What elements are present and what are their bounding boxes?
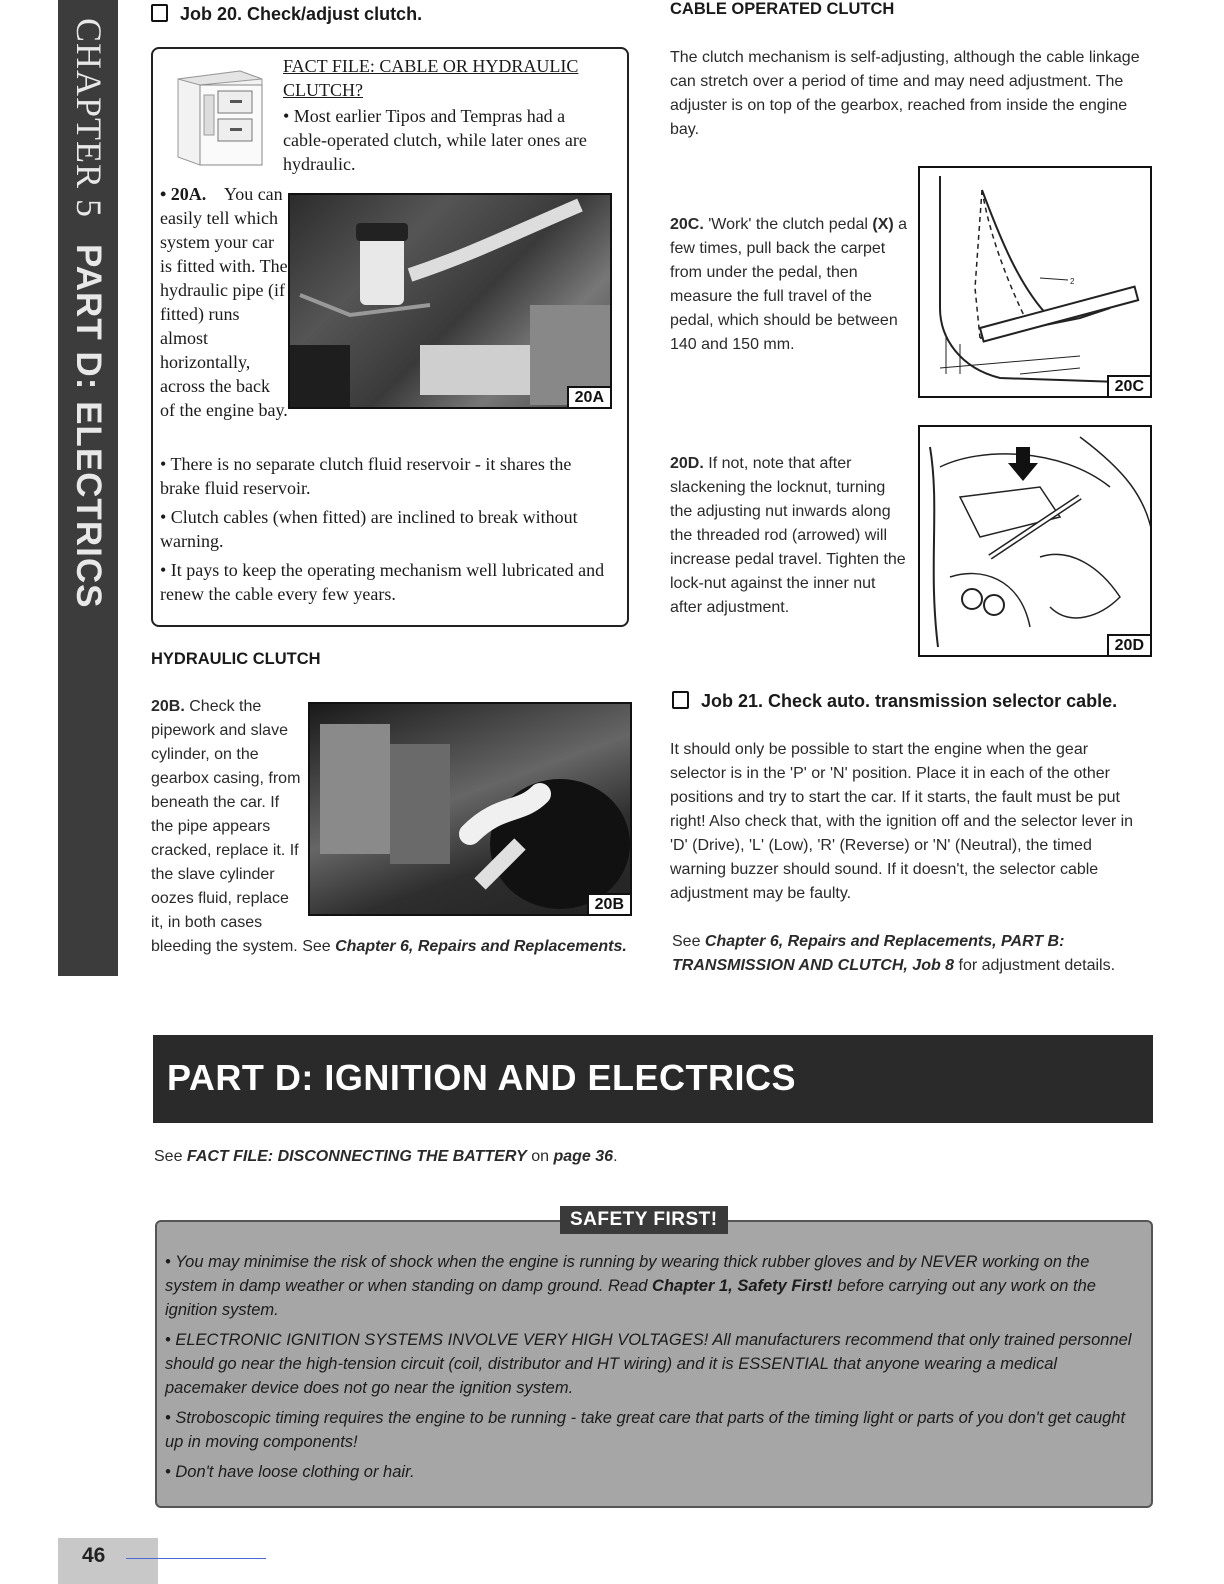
svg-text:2: 2 xyxy=(1070,277,1075,286)
safety-bullet-1: • You may minimise the risk of shock when the engine is running by wearing thick rubber gloves and by NEVER working on the system in damp weather or when standing on damp ground. Read Chapter 1, Safety First! before carrying out any work on the ignition system. xyxy=(165,1253,1096,1319)
chapter-sidebar xyxy=(58,0,118,976)
factfile-bullet-5: • It pays to keep the operating mechanism well lubricated and renew the cable every few years. xyxy=(160,560,605,604)
safety-text xyxy=(165,1250,1143,1490)
photo-20b xyxy=(308,702,632,916)
photo-20b-art xyxy=(310,704,632,916)
factfile-bullets-rest xyxy=(160,452,615,606)
fig-label-20b: 20B xyxy=(587,893,630,914)
diagram-20c xyxy=(918,166,1152,398)
part-label: PART D: ELECTRICS xyxy=(69,244,108,609)
fig20a-lead: • 20A. xyxy=(160,184,207,204)
part-d-banner xyxy=(153,1035,1153,1123)
step-20d-text: 20D. If not, note that after slackening the locknut, turning the adjusting nut inwards along the threaded rod (arrowed) will increase pedal travel. Tighten the lock-nut against the inner nut after adjustment. xyxy=(670,455,906,616)
checkbox-icon xyxy=(151,4,168,22)
photo-20a-art xyxy=(290,195,612,409)
part-d-reference: See FACT FILE: DISCONNECTING THE BATTERY on page 36. xyxy=(154,1148,618,1165)
job20-heading: Job 20. Check/adjust clutch. xyxy=(151,4,422,25)
adjuster-diagram xyxy=(920,427,1152,657)
pedal-diagram xyxy=(920,168,1152,398)
job21-reference: See Chapter 6, Repairs and Replacements, PART B: TRANSMISSION AND CLUTCH, Job 8 for adjustment details. xyxy=(672,933,1116,974)
factfile-bullet-2-text: You can easily tell which system your car is fitted with. The hydraulic pipe (if fitted) runs almost horizontally, across the back of the engine bay. xyxy=(160,184,288,420)
job21-heading: Job 21. Check auto. transmission selector cable. xyxy=(672,691,1117,712)
cable-intro: The clutch mechanism is self-adjusting, although the cable linkage can stretch over a period of time and may need adjustment. The adjuster is on top of the gearbox, reached from inside the engine bay. xyxy=(670,49,1140,138)
hydraulic-text: 20B. Check the pipework and slave cylinder, on the gearbox casing, from beneath the car. If the pipe appears cracked, replace it. If the slave cylinder oozes fluid, replace it, in both cases bleeding the system. See Chapter 6, Repairs and Replacements. xyxy=(151,698,627,955)
filing-cabinet-icon xyxy=(170,65,270,167)
job21-text: It should only be possible to start the engine when the gear selector is in the 'P' or 'N' position. Place it in each of the other positions and try to start the car. If it starts, the fault must be put right! Also check that, with the ignition off and the selector lever in 'D' (Drive), 'L' (Low), 'R' (Reverse) or 'N' (Neutral), the timed warning buzzer should sound. If it doesn't, the selector cable adjustment may be faulty. xyxy=(670,741,1134,902)
page-number: 46 xyxy=(82,1544,106,1567)
chapter-sidebar-label xyxy=(68,18,110,608)
safety-bullet-3: • Stroboscopic timing requires the engine to be running - take great care that parts of the timing light or parts of you don't get caught up in moving components! xyxy=(165,1409,1126,1451)
safety-bullet-4: • Don't have loose clothing or hair. xyxy=(165,1463,415,1481)
step-20c-text: 20C. 'Work' the clutch pedal (X) a few times, pull back the carpet from under the pedal, then measure the full travel of the pedal, which should be between 140 and 150 mm. xyxy=(670,216,908,353)
factfile-header xyxy=(283,54,613,176)
factfile-title: FACT FILE: CABLE OR HYDRAULIC CLUTCH? xyxy=(283,56,579,100)
fig-label-20a: 20A xyxy=(567,386,610,407)
page-rule xyxy=(126,1558,266,1559)
factfile-bullet-3: • There is no separate clutch fluid reservoir - it shares the brake fluid reservoir. xyxy=(160,454,572,498)
safety-bullet-2: • ELECTRONIC IGNITION SYSTEMS INVOLVE VERY HIGH VOLTAGES! All manufacturers recommend that only trained personnel should go near the high-tension circuit (coil, distributor and HT wiring) and it is ESSENTIAL that anyone wearing a medical pacemaker device does not go near the ignition system. xyxy=(165,1331,1132,1397)
hydraulic-heading: HYDRAULIC CLUTCH xyxy=(151,650,321,668)
safety-box xyxy=(155,1220,1153,1508)
cable-heading: CABLE OPERATED CLUTCH xyxy=(670,0,895,18)
chapter-label: CHAPTER 5 xyxy=(69,18,109,219)
factfile-bullet-4: • Clutch cables (when fitted) are inclined to break without warning. xyxy=(160,507,578,551)
checkbox-icon xyxy=(672,691,689,709)
safety-title: SAFETY FIRST! xyxy=(560,1206,728,1234)
factfile-bullet-1: • Most earlier Tipos and Tempras had a cable-operated clutch, while later ones are hydraulic. xyxy=(283,106,587,174)
fig-label-20d: 20D xyxy=(1107,634,1150,655)
part-d-title: PART D: IGNITION AND ELECTRICS xyxy=(167,1057,796,1098)
fig-label-20c: 20C xyxy=(1107,375,1150,396)
diagram-20d xyxy=(918,425,1152,657)
photo-20a xyxy=(288,193,612,409)
page-number-box xyxy=(58,1538,158,1584)
